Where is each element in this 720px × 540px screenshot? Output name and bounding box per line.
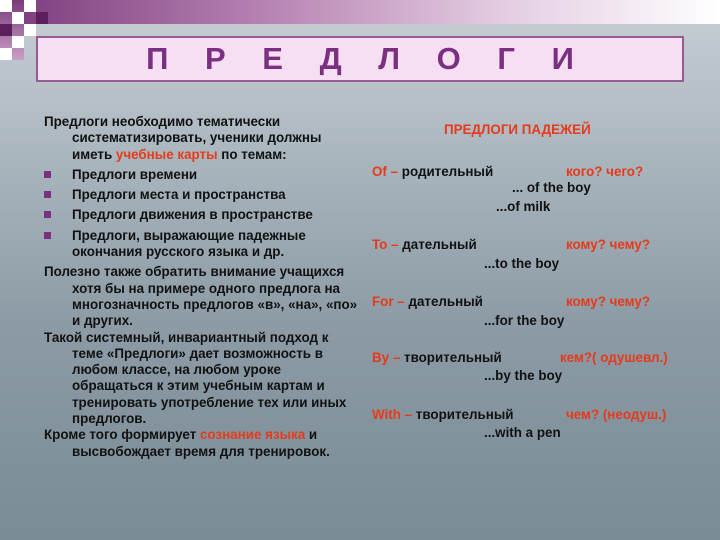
paragraph-polysemy: Полезно также обратить внимание учащихся хотя бы на примере одного предлога на многозначность предлогов «в», «на», «по» и других. xyxy=(44,264,358,329)
preposition: Of xyxy=(372,164,387,179)
preposition: By xyxy=(372,350,390,365)
dash: – xyxy=(387,237,403,252)
decorative-square xyxy=(12,12,24,24)
bullet-item xyxy=(44,187,362,203)
case-row-by xyxy=(372,350,692,368)
intro-highlight: учебные карты xyxy=(115,146,218,162)
conclusion-text-end: и высвобождает время для тренировок. xyxy=(72,427,330,459)
paragraph-conclusion xyxy=(44,427,362,460)
bullet-text: Предлоги времени xyxy=(72,166,198,182)
intro-paragraph xyxy=(44,114,362,163)
dash: – xyxy=(400,407,416,422)
bullet-text: Предлоги, выражающие падежные окончания русского языка и др. xyxy=(72,227,306,260)
example: ...to the boy xyxy=(484,256,560,271)
decorative-square xyxy=(12,36,24,48)
decorative-square xyxy=(0,24,12,36)
decorative-square xyxy=(24,24,36,36)
case-question: кого? чего? xyxy=(566,164,644,179)
paragraph-approach: Такой системный, инвариантный подход к теме «Предлоги» дает возможность в любом классе, на любом уроке обращаться к этим учебным картам и тренировать употребление тех или иных предлогов. xyxy=(44,329,347,427)
case-label xyxy=(372,237,477,252)
case-name: дательный xyxy=(408,294,483,309)
dash: – xyxy=(386,164,402,179)
case-name: творительный xyxy=(404,350,502,365)
intro-text: Предлоги необходимо тематически систематизировать, ученики должны иметь xyxy=(44,114,322,162)
dash: – xyxy=(389,350,405,365)
page-title: П Р Е Д Л О Г И xyxy=(146,41,588,76)
case-name: родительный xyxy=(401,164,494,179)
example: ... of the boy xyxy=(512,180,591,195)
bullet-text: Предлоги движения в пространстве xyxy=(72,207,313,223)
example: ...of milk xyxy=(496,199,551,214)
case-row-to xyxy=(372,237,692,255)
example: ...by the boy xyxy=(484,368,563,383)
case-question: чем? (неодуш.) xyxy=(566,407,667,422)
bullet-square-icon xyxy=(44,191,51,198)
decorative-square xyxy=(0,0,12,12)
decorative-header-bar xyxy=(0,0,720,24)
cases-title: ПРЕДЛОГИ ПАДЕЖЕЙ xyxy=(444,122,591,137)
case-name: творительный xyxy=(415,407,514,422)
bullet-square-icon xyxy=(44,171,51,178)
decorative-square xyxy=(36,12,48,24)
intro-text-end: по темам: xyxy=(217,146,287,162)
conclusion-text: Кроме того формирует xyxy=(44,427,200,443)
preposition: To xyxy=(372,237,388,252)
conclusion-highlight: сознание языка xyxy=(199,427,306,443)
example: ...with a pen xyxy=(484,425,561,440)
title-box xyxy=(36,36,684,82)
case-question: кому? чему? xyxy=(566,294,651,309)
case-question: кем?( одушевл.) xyxy=(560,350,668,365)
case-label xyxy=(372,407,514,422)
bullet-item xyxy=(44,228,362,261)
left-column xyxy=(44,114,362,460)
case-row-with xyxy=(372,407,692,425)
example: ...for the boy xyxy=(484,313,565,328)
case-label xyxy=(372,350,502,365)
bullet-square-icon xyxy=(44,211,51,218)
decorative-square xyxy=(24,0,36,12)
preposition: With xyxy=(372,407,401,422)
decorative-square xyxy=(0,48,12,60)
case-name: дательный xyxy=(402,237,477,252)
bullet-text: Предлоги места и пространства xyxy=(72,187,286,203)
case-row-for xyxy=(372,294,692,312)
case-question: кому? чему? xyxy=(566,237,651,252)
dash: – xyxy=(393,294,409,309)
bullet-item xyxy=(44,167,362,183)
bullet-square-icon xyxy=(44,232,51,239)
preposition: For xyxy=(372,294,394,309)
bullet-item xyxy=(44,207,362,223)
case-label xyxy=(372,164,493,179)
case-label xyxy=(372,294,483,309)
